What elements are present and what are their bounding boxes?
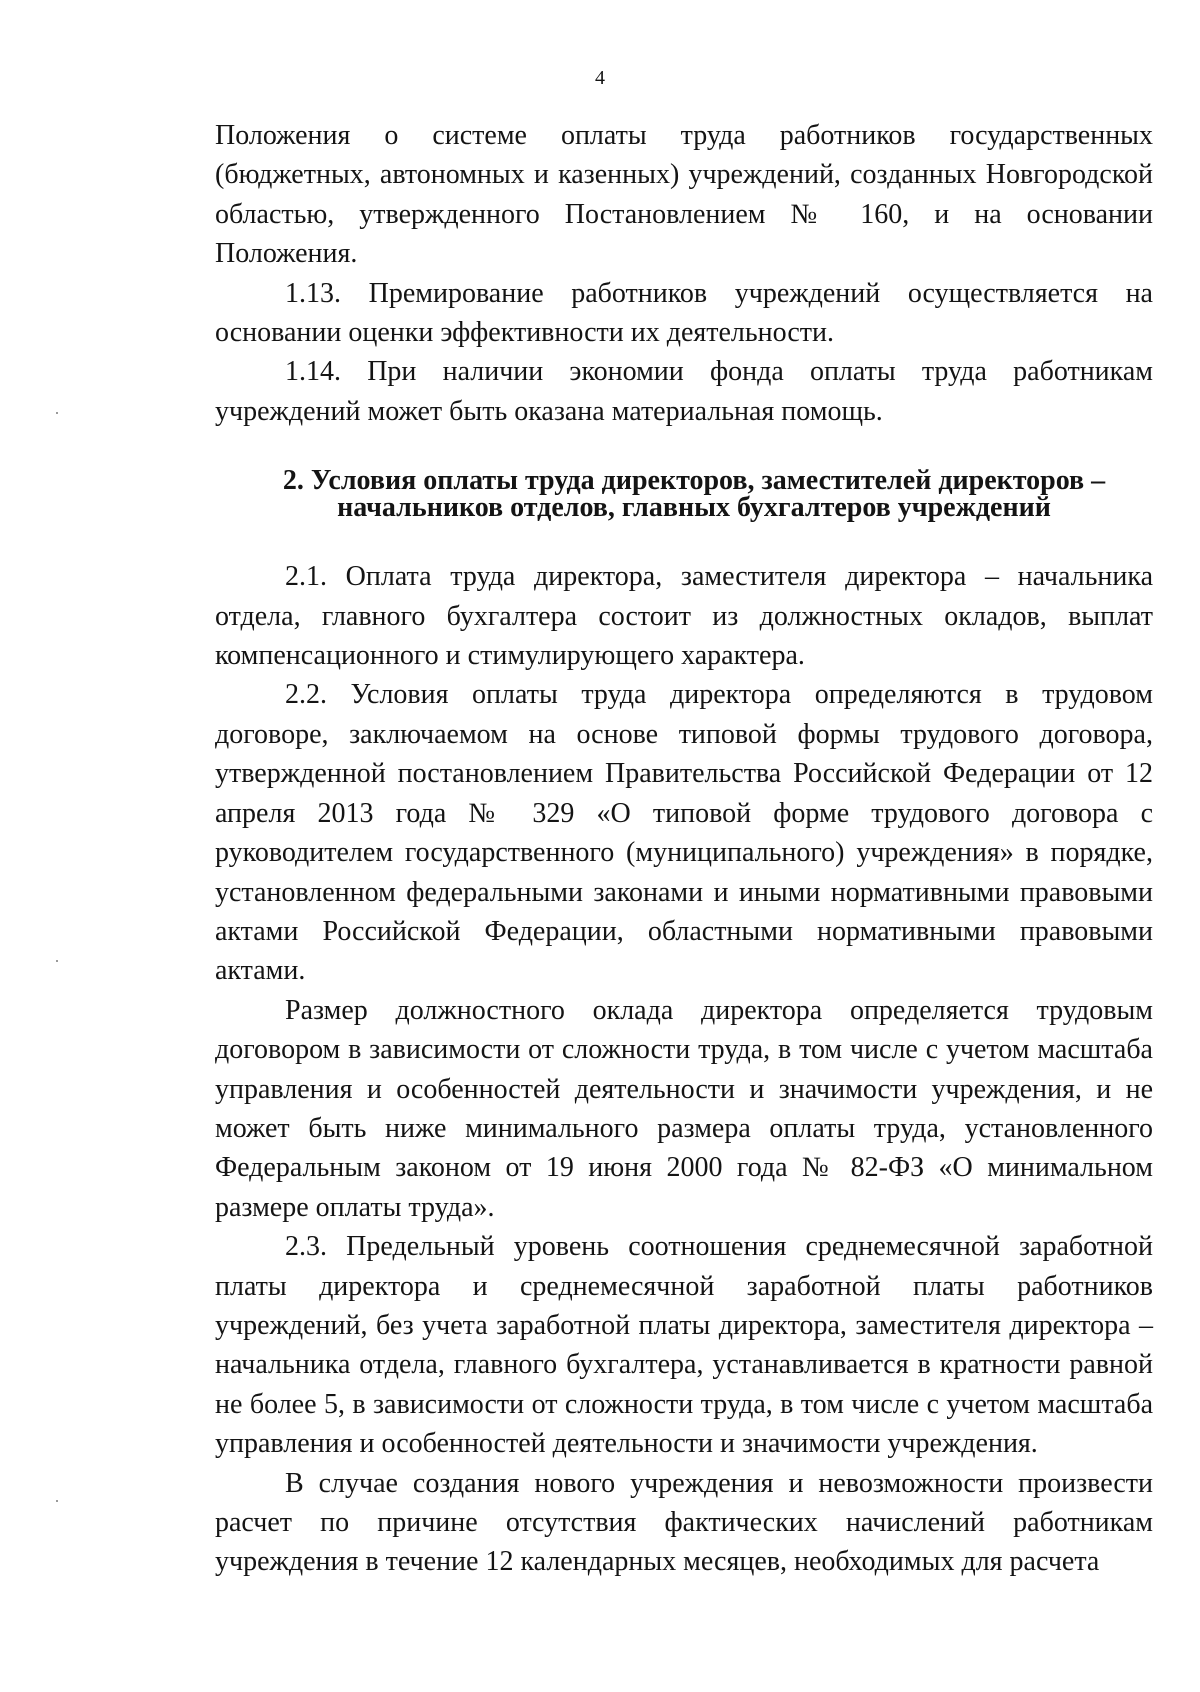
paragraph-2-2: 2.2. Условия оплаты труда директора определяются в трудовом договоре, заключаемом на основе типовой формы трудового договора, утвержденной постановлением Правительства Российской Федерации от 12 апреля 2013 года № 329 «О типовой форме трудового договора с руководителем государственного (муниципального) учреждения» в порядке, установленном федеральными законами и иными нормативными правовыми актами Российской Федерации, областными нормативными правовыми актами.	[215, 679, 1153, 987]
margin-dot	[56, 1500, 58, 1502]
margin-dot	[56, 412, 58, 414]
section-heading-line-1: 2. Условия оплаты труда директоров, заместителей директоров –	[282, 465, 1106, 497]
section-heading	[215, 465, 1153, 524]
page-number: 4	[595, 67, 605, 89]
section-heading-line-2: начальников отделов, главных бухгалтеров учреждений	[337, 492, 1051, 524]
document-body	[215, 116, 1153, 1582]
paragraph-continuation: Положения о системе оплаты труда работников государственных (бюджетных, автономных и казенных) учреждений, созданных Новгородской областью, утвержденного Постановлением № 160, и на основании Положения.	[215, 120, 1153, 270]
paragraph-2-3: 2.3. Предельный уровень соотношения среднемесячной заработной платы директора и среднемесячной заработной платы работников учреждений, без учета заработной платы директора, заместителя директора – начальника отдела, главного бухгалтера, устанавливается в кратности равной не более 5, в зависимости от сложности труда, в том числе с учетом масштаба управления и особенностей деятельности и значимости учреждения.	[215, 1231, 1153, 1460]
paragraph-1-14: 1.14. При наличии экономии фонда оплаты труда работникам учреждений может быть оказана материальная помощь.	[215, 356, 1153, 427]
paragraph-1-13: 1.13. Премирование работников учреждений осуществляется на основании оценки эффективности их деятельности.	[215, 277, 1153, 349]
margin-dot	[56, 960, 58, 962]
paragraph-new-institution: В случае создания нового учреждения и невозможности произвести расчет по причине отсутствия фактических начислений работникам учреждения в течение 12 календарных месяцев, необходимых для расчета	[215, 1467, 1153, 1578]
paragraph-salary-size: Размер должностного оклада директора определяется трудовым договором в зависимости от сложности труда, в том числе с учетом масштаба управления и особенностей деятельности и значимости учреждения, и не может быть ниже минимального размера оплаты труда, установленного Федеральным законом от 19 июня 2000 года № 82-ФЗ «О минимальном размере оплаты труда».	[215, 994, 1153, 1223]
paragraph-2-1: 2.1. Оплата труда директора, заместителя директора – начальника отдела, главного бухгалтера состоит из должностных окладов, выплат компенсационного и стимулирующего характера.	[215, 561, 1153, 672]
